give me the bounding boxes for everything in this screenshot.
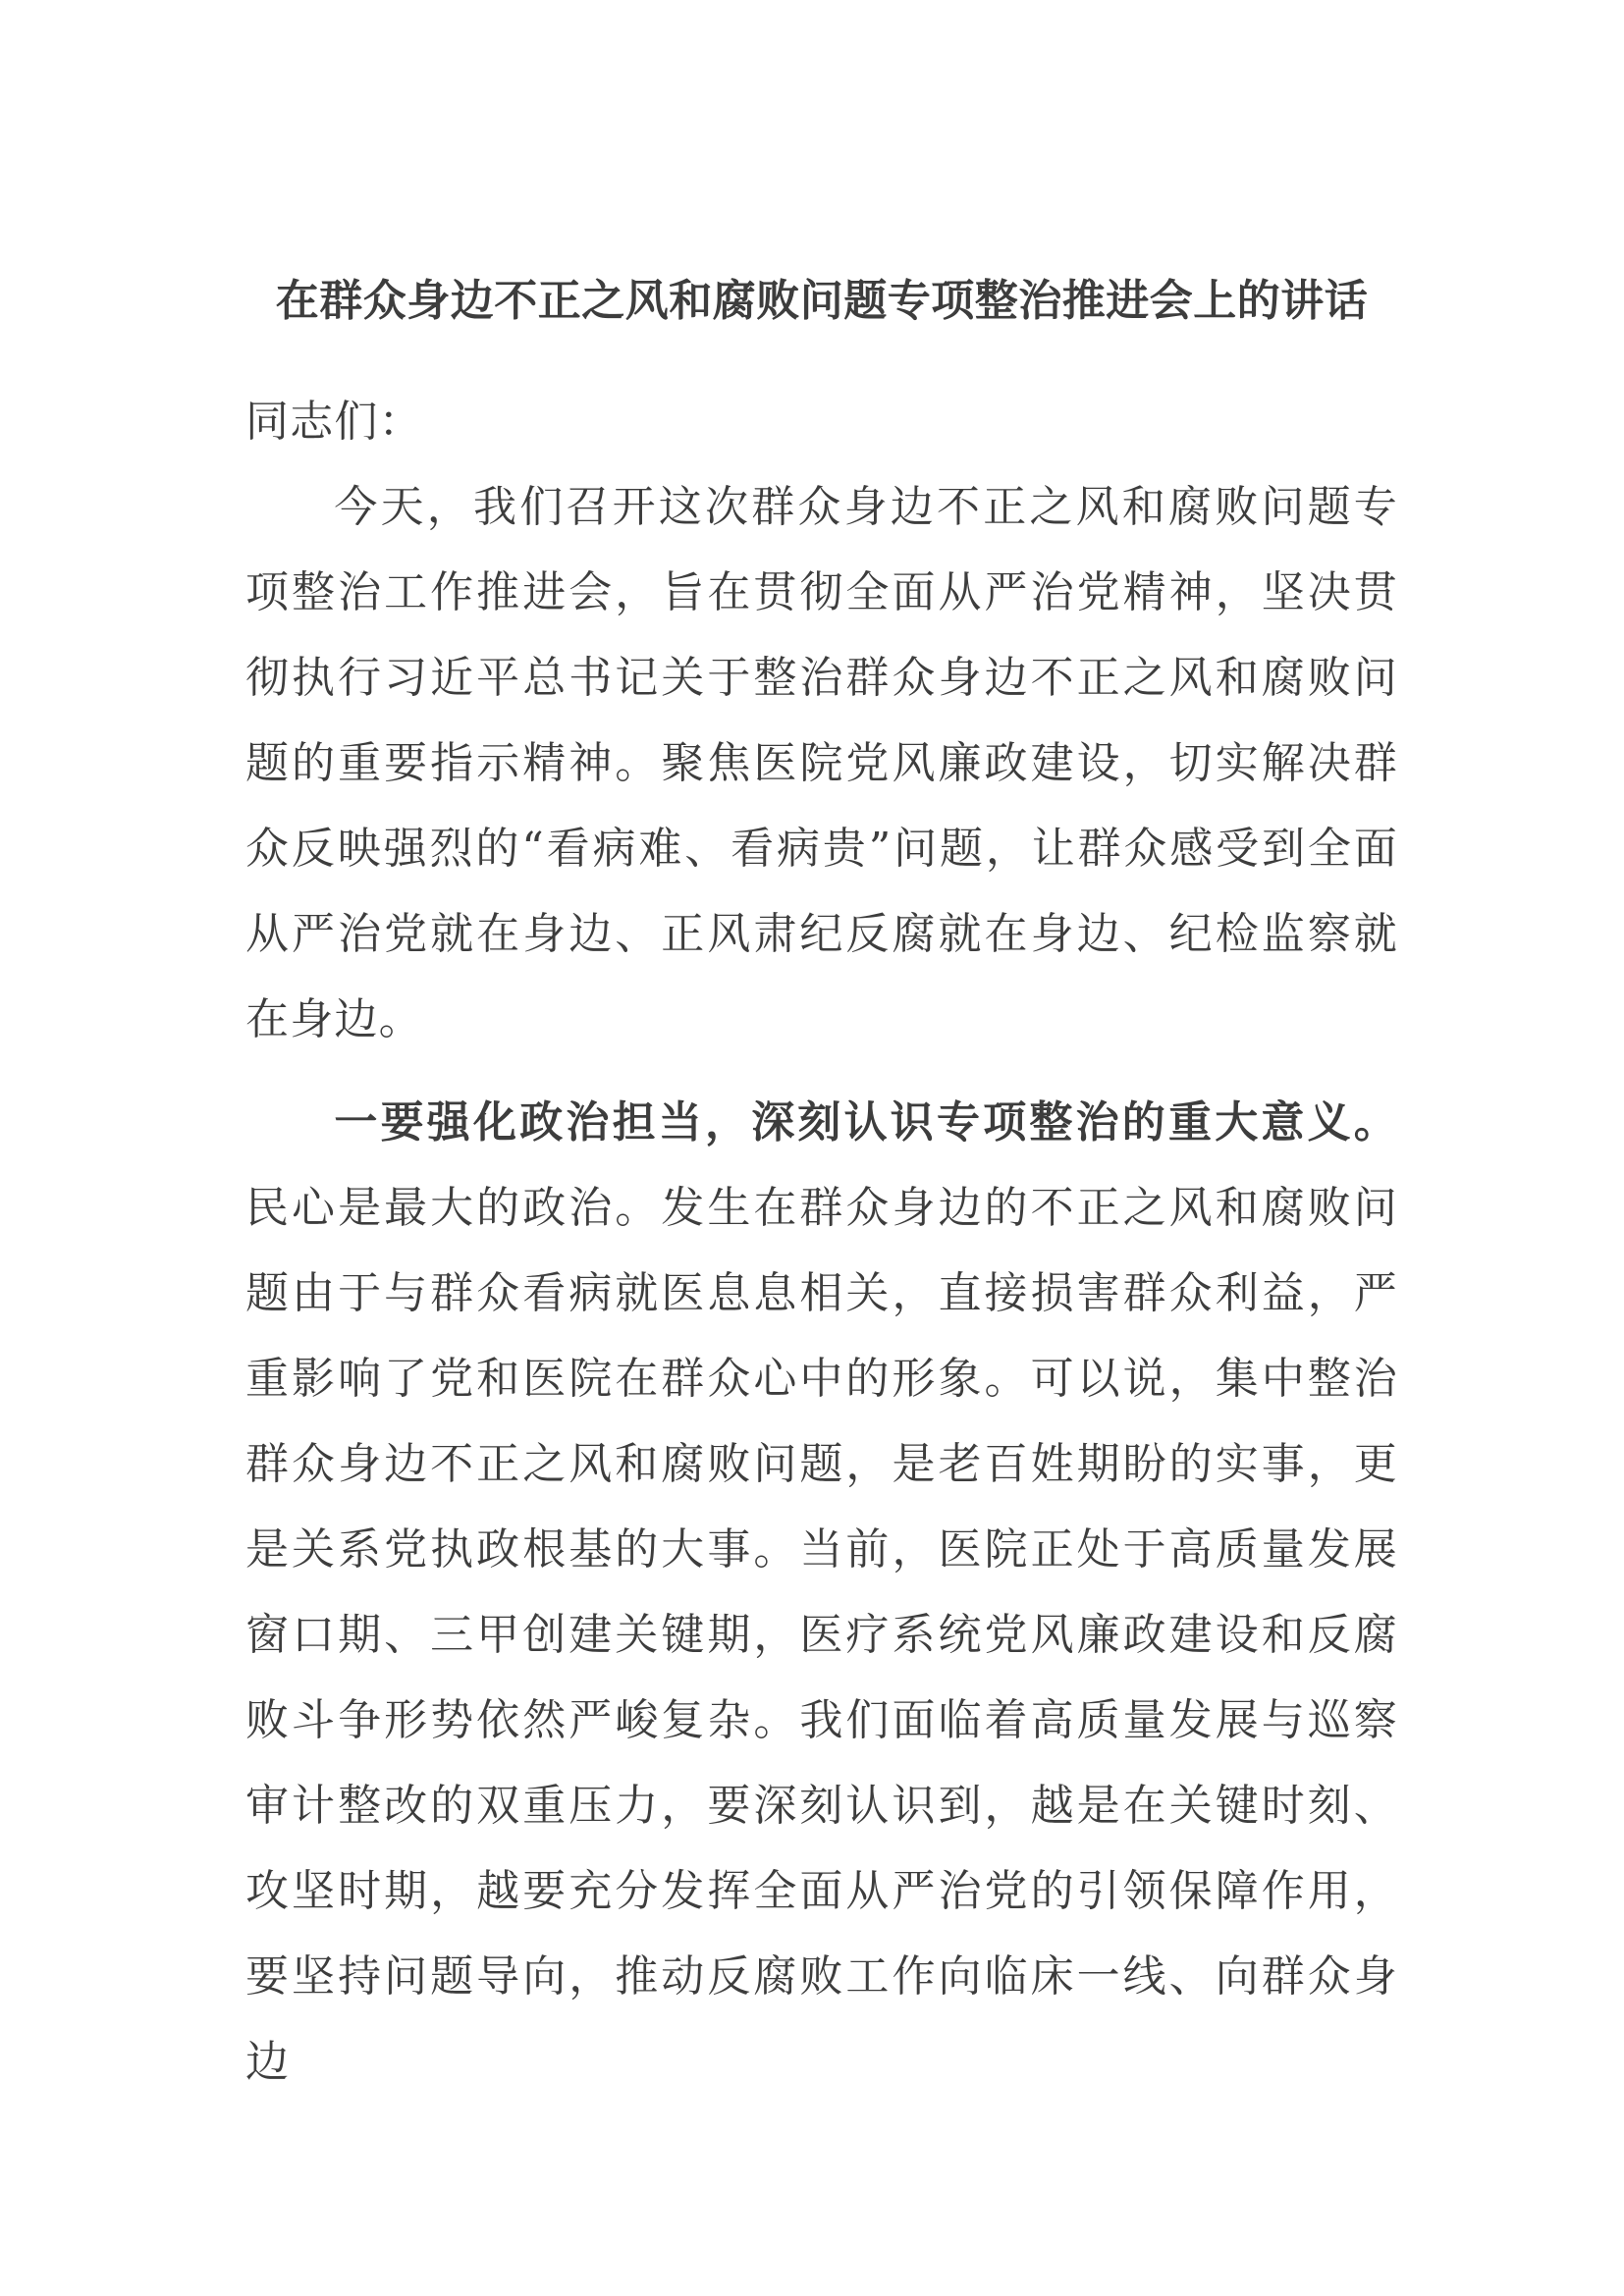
paragraph-2-body: 民心是最大的政治。发生在群众身边的不正之风和腐败问题由于与群众看病就医息息相关，直接损害群众利益，严重影响了党和医院在群众心中的形象。可以说，集中整治群众身边不正之风和腐败问题，是老百姓期盼的实事，更是关系党执政根基的大事。当前，医院正处于高质量发展窗口期、三甲创建关键期，医疗系统党风廉政建设和反腐败斗争形势依然严峻复杂。我们面临着高质量发展与巡察审计整改的双重压力，要深刻认识到，越是在关键时刻、攻坚时期，越要充分发挥全面从严治党的引领保障作用，要坚持问题导向，推动反腐败工作向临床一线、向群众身边 xyxy=(245,1183,1398,2087)
paragraph-2-lead: 一要强化政治担当，深刻认识专项整治的重大意义。 xyxy=(334,1097,1398,1148)
salutation: 同志们： xyxy=(245,397,423,447)
document-title: 在群众身边不正之风和腐败问题专项整治推进会上的讲话 xyxy=(275,276,1369,326)
document-content xyxy=(245,258,1398,2105)
paragraph-2 xyxy=(245,1080,1398,2105)
paragraph-1: 今天，我们召开这次群众身边不正之风和腐败问题专项整治工作推进会，旨在贯彻全面从严治党精神，坚决贯彻执行习近平总书记关于整治群众身边不正之风和腐败问题的重要指示精神。聚焦医院党风廉政建设，切实解决群众反映强烈的“看病难、看病贵”问题，让群众感受到全面从严治党就在身边、正风肃纪反腐就在身边、纪检监察就在身边。 xyxy=(245,482,1398,1044)
